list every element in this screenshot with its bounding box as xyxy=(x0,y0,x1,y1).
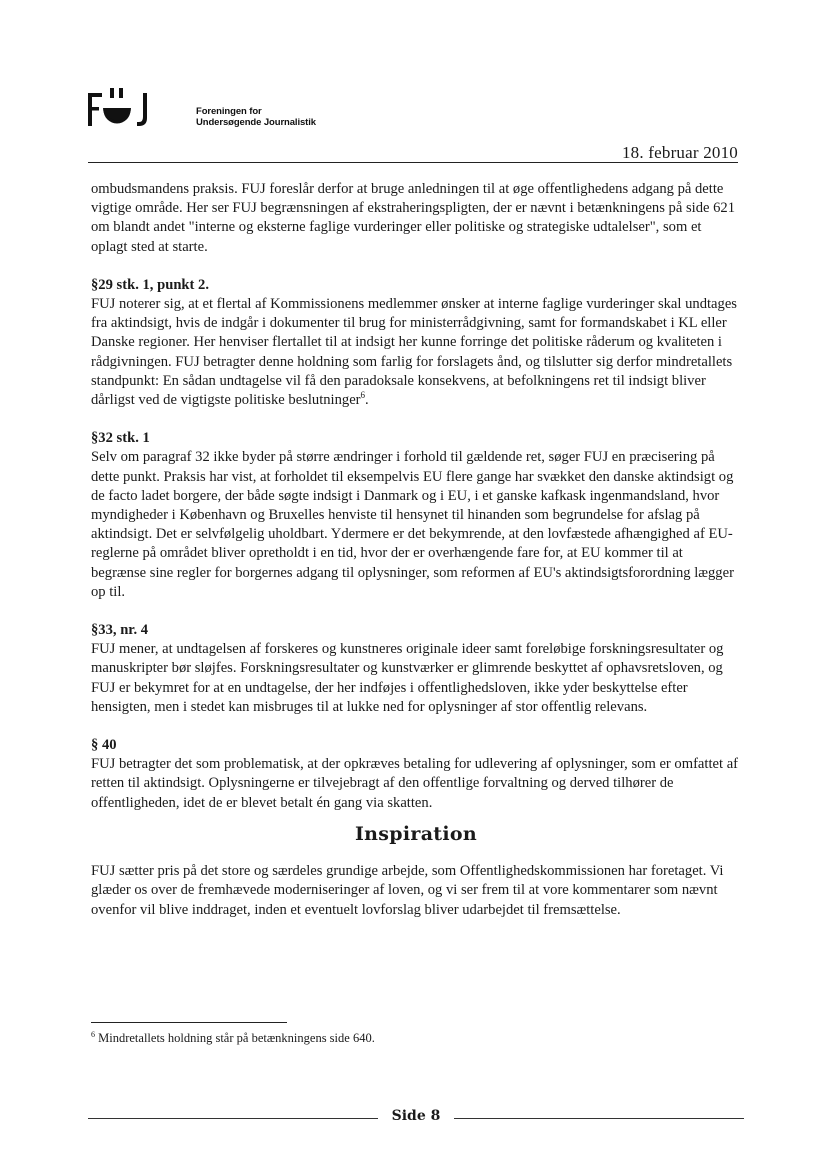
inspiration-paragraph: FUJ sætter pris på det store og særdeles grundige arbejde, som Offentlighedskommissionen har foretaget. Vi glæder os over de fremhævede moderniseringer af loven, og vi ser frem til at vore kommentarer som nævnt ovenfor vil blive inddraget, inden et eventuelt lovforslag bliver udarbejdet til fremsættelse. xyxy=(91,863,724,918)
footnote-ref: 6 xyxy=(360,390,366,401)
logo-text xyxy=(196,106,316,128)
section-text-33: FUJ mener, at undtagelsen af forskeres og kunstneres originale ideer samt foreløbige forskningsresultater og manuskripter bør sløjfes. Forskningsresultater og kunstværker er glimrende beskyttet af ophavsretsloven, og FUJ er bekymret for at en undtagelse, der her indføjes i offentlighedsloven, ikke yder beskyttelse efter hensigten, men i stedet kan misbruges til at lukke ned for oplysninger af stor offentlig relevans. xyxy=(91,641,724,715)
footnote xyxy=(91,1031,375,1046)
footnote-divider xyxy=(91,1022,287,1023)
document-body xyxy=(91,180,741,920)
header-divider xyxy=(88,162,738,163)
section-heading-33: §33, nr. 4 xyxy=(91,622,149,639)
section-heading-29: §29 stk. 1, punkt 2. xyxy=(91,276,210,293)
footnote-text: Mindretallets holdning står på betænkningens side 640. xyxy=(98,1031,375,1045)
inspiration-heading: Inspiration xyxy=(354,822,477,845)
document-date: 18. februar 2010 xyxy=(621,143,738,162)
page-number: Side 8 xyxy=(391,1108,441,1124)
footer-line-right xyxy=(454,1118,744,1119)
section-heading-32: §32 stk. 1 xyxy=(91,430,150,447)
fuj-logo xyxy=(88,86,348,136)
footnote-number: 6 xyxy=(91,1029,95,1039)
section-text-29-body: FUJ noterer sig, at et flertal af Kommissionens medlemmer ønsker at interne faglige vurderinger skal undtages fra aktindsigt, hvis de indgår i dokumenter til brug for ministerrådgivning, samt for formandskabet i KL eller Danske regioner. Her henviser flertallet til at indsigt her kunne forringe det politiske råderum og kvaliteten i rådgivningen. FUJ betragter denne holdning som farlig for forslagets ånd, og tilslutter sig derfor mindretallets standpunkt: En sådan undtagelse vil få den paradoksale konsekvens, at befolkningens ret til indsigt bliver dårligst ved de vigtigste politiske beslutninger xyxy=(91,296,737,409)
section-text-40: FUJ betragter det som problematisk, at der opkræves betaling for udlevering af oplysninger, som er omfattet af retten til aktindsigt. Oplysningerne er tilvejebragt af den offentlige forvaltning og derved tilhører de offentligheden, idet de er blevet betalt én gang via skatten. xyxy=(91,756,739,811)
logo-text-line1: Foreningen for xyxy=(196,106,262,117)
intro-paragraph: ombudsmandens praksis. FUJ foreslår derfor at bruge anledningen til at øge offentlighedens adgang på dette vigtige område. Her ser FUJ begrænsningen af ekstraheringspligten, der er nævnt i betænkningens på side 621 om blandt andet "interne og eksterne faglige vurderinger eller politiske og strategiske udtalelser", som et oplagt sted at starte. xyxy=(91,181,736,255)
section-text-32: Selv om paragraf 32 ikke byder på større ændringer i forhold til gældende ret, søger FUJ en præcisering på dette punkt. Praksis har vist, at forholdet til eksempelvis EU flere gange har svækket den danske aktindsigt og de facto ladet borgere, der både søgte indsigt i Danmark og i EU, i et ganske kafkask ingenmandsland, hvor myndigheder i København og Bruxelles henviste til hensynet til hinanden som begrundelse for afslag på aktindsigt. Det er selvfølgelig uholdbart. Ydermere er det bekymrende, at den lovfæstede afhængighed af EU-reglerne på området bliver opretholdt i en tid, hvor der er overhængende fare for, at EU kommer til at begrænse sine regler for borgernes adgang til oplysninger, som reformen af EU's aktindsigtsforordning lægger op til. xyxy=(91,449,734,600)
logo-text-line2: Undersøgende Journalistik xyxy=(196,117,316,128)
section-text-29-end: . xyxy=(365,392,369,409)
section-text-29 xyxy=(91,295,741,410)
fuj-logo-mark xyxy=(88,86,188,136)
page-footer xyxy=(88,1108,744,1128)
section-heading-40: § 40 xyxy=(91,737,117,754)
